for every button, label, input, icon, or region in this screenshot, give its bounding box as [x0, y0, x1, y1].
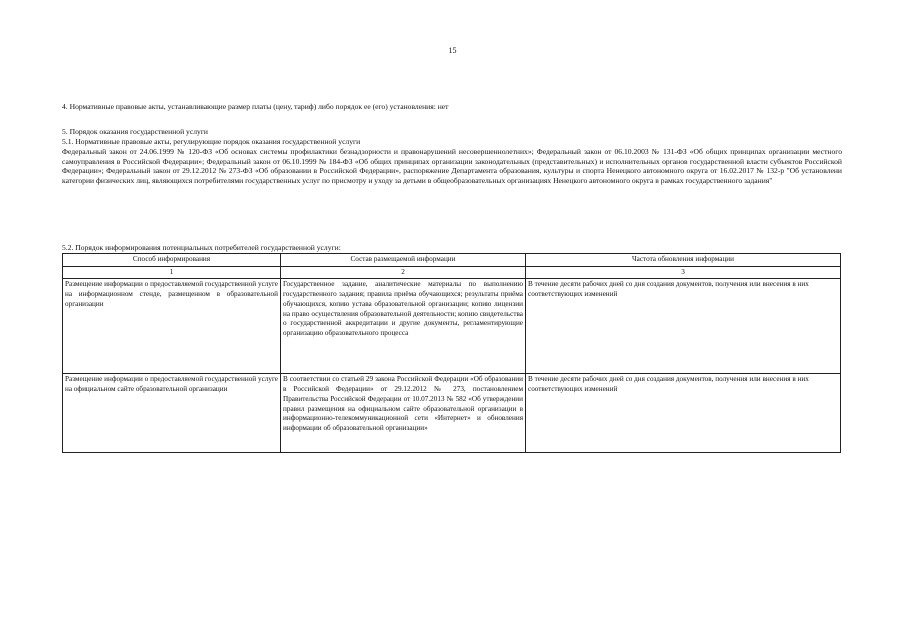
column-number: 3 — [526, 266, 841, 279]
section-5-service-procedure — [62, 127, 842, 186]
section-4-payment-acts: 4. Нормативные правовые акты, устанавливающие размер платы (цену, тариф) либо порядок ее (его) установления: нет — [62, 102, 449, 111]
header-content: Состав размещаемой информации — [281, 254, 526, 267]
section-5-2-title: 5.2. Порядок информирования потенциальных потребителей государственной услуги: — [62, 243, 341, 252]
column-number: 1 — [63, 266, 281, 279]
cell-method: Размещение информации о предоставляемой государственной услуге на официальном сайте образовательной организации — [63, 374, 281, 453]
section-5-1-subtitle: 5.1. Нормативные правовые акты, регулирующие порядок оказания государственной услуги — [62, 136, 361, 146]
cell-frequency: В течение десяти рабочих дней со дня создания документов, получения или внесения в них соответствующих изменений — [526, 279, 841, 374]
header-frequency: Частота обновления информации — [526, 254, 841, 267]
cell-method: Размещение информации о предоставляемой государственной услуге на информационном стенде, размещенном в образовательной организации — [63, 279, 281, 374]
section-5-1-laws-text: Федеральный закон от 24.06.1999 № 120-ФЗ «Об основах системы профилактики безнадзорности и правонарушений несовершеннолетних»; Федеральный закон от 06.10.2003 № 131-ФЗ «Об общих принципах организации местного самоуправления в Российской Федерации»; Федеральный закон от 06.10.1999 № 184-ФЗ «Об общих принципах организации законодательных (представительных) и исполнительных органов государственной власти субъектов Российской Федерации»; Федеральный закон от 29.12.2012 № 273-ФЗ «Об образовании в Российской Федерации», распоряжение Департамента образования, культуры и спорта Ненецкого автономного округа от 16.02.2017 № 132-р "Об установлени категории физических лиц, являющихся потребителями государственных услуг по присмотру и уходу за детьми в общеобразовательных организациях Ненецкого автономного округа в рамках государственного задания" — [62, 146, 842, 186]
table-header-row — [63, 254, 841, 267]
table-number-row — [63, 266, 841, 279]
table-row — [63, 279, 841, 374]
section-5-title: 5. Порядок оказания государственной услуги — [62, 127, 208, 136]
cell-content: В соответствии со статьей 29 закона Российской Федерации «Об образовании в Российской Федерации» от 29.12.2012 № 273, постановлением Правительства Российской Федерации от 10.07.2013 № 582 «Об утверждении правил размещения на официальном сайте образовательной организации в информационно-телекоммуникационной сети «Интернет» и обновления информации об образовательной организации» — [281, 374, 526, 453]
cell-frequency: В течение десяти рабочих дней со дня создания документов, получения или внесения в них соответствующих изменений — [526, 374, 841, 453]
page-number: 15 — [448, 46, 457, 55]
header-method: Способ информирования — [63, 254, 281, 267]
informing-procedure-table — [62, 253, 841, 453]
table-row — [63, 374, 841, 453]
column-number: 2 — [281, 266, 526, 279]
cell-content: Государственное задание, аналитические материалы по выполнению государственного задания; правила приёма обучающихся; результаты приёма обучающихся, копию устава образовательной организации; копию лицензии на право осуществления образовательной деятельности; копию свидетельства о государственной аккредитации и другие документы, регламентирующие организацию образовательного процесса — [281, 279, 526, 374]
